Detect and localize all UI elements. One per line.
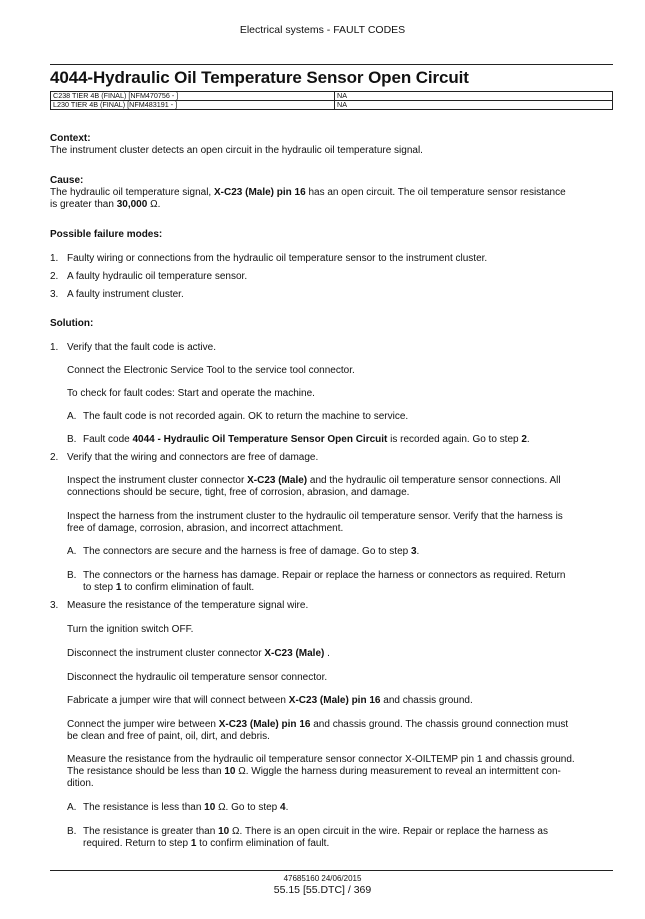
step-paragraph: dition. bbox=[67, 778, 94, 789]
header-rule bbox=[50, 64, 613, 65]
footer-rule bbox=[50, 870, 613, 871]
list-item: 3. A faulty instrument cluster. bbox=[50, 289, 184, 300]
document-body bbox=[50, 133, 613, 850]
step-paragraph: Measure the resistance from the hydraulic oil temperature sensor connector X-OILTEMP pin 1 and chassis ground. bbox=[67, 754, 575, 765]
model-cell: L230 TIER 4B (FINAL) [NFM483191 - ] bbox=[51, 101, 335, 110]
step-option: A. The resistance is less than 10 Ω. Go to step 4. bbox=[67, 802, 289, 813]
step-option-cont: required. Return to step 1 to confirm elimination of fault. bbox=[83, 838, 330, 849]
step-option: B. The connectors or the harness has damage. Repair or replace the harness or connectors as required. Return bbox=[67, 570, 566, 581]
table-row bbox=[51, 101, 613, 110]
failure-modes-heading: Possible failure modes: bbox=[50, 229, 163, 240]
step-paragraph: The resistance should be less than 10 Ω. Wiggle the harness during measurement to reveal an intermittent con- bbox=[67, 766, 561, 777]
step-option-cont: to step 1 to confirm elimination of fault. bbox=[83, 582, 255, 593]
step-paragraph: Inspect the harness from the instrument cluster to the hydraulic oil temperature sensor. Verify that the harness is bbox=[67, 511, 563, 522]
step-paragraph: Fabricate a jumper wire that will connect between X-C23 (Male) pin 16 and chassis ground. bbox=[67, 695, 473, 706]
page-title: 4044-Hydraulic Oil Temperature Sensor Open Circuit bbox=[50, 68, 469, 87]
footer-page-ref: 55.15 [55.DTC] / 369 bbox=[273, 884, 372, 896]
solution-heading: Solution: bbox=[50, 318, 94, 329]
running-head: Electrical systems - FAULT CODES bbox=[239, 24, 406, 36]
solution-step-1: 1. Verify that the fault code is active. bbox=[50, 342, 216, 353]
step-option: B. The resistance is greater than 10 Ω. There is an open circuit in the wire. Repair or replace the harness as bbox=[67, 826, 548, 837]
step-option: A. The fault code is not recorded again. OK to return the machine to service. bbox=[67, 411, 409, 422]
step-paragraph: To check for fault codes: Start and operate the machine. bbox=[67, 388, 315, 399]
step-paragraph: free of damage, corrosion, abrasion, and incorrect attachment. bbox=[67, 523, 344, 534]
list-item: 2. A faulty hydraulic oil temperature sensor. bbox=[50, 271, 248, 282]
step-paragraph: be clean and free of paint, oil, dirt, and debris. bbox=[67, 731, 270, 742]
solution-step-2: 2. Verify that the wiring and connectors are free of damage. bbox=[50, 452, 319, 463]
context-text: The instrument cluster detects an open circuit in the hydraulic oil temperature signal. bbox=[50, 145, 423, 156]
step-paragraph: connections should be secure, tight, free of corrosion, abrasion, and damage. bbox=[67, 487, 410, 498]
list-item: 1. Faulty wiring or connections from the hydraulic oil temperature sensor to the instrument cluster. bbox=[50, 253, 488, 264]
value-cell: NA bbox=[335, 92, 613, 101]
cause-heading: Cause: bbox=[50, 175, 84, 186]
step-paragraph: Disconnect the hydraulic oil temperature sensor connector. bbox=[67, 672, 328, 683]
step-paragraph: Disconnect the instrument cluster connector X-C23 (Male) . bbox=[67, 648, 330, 659]
step-paragraph: Connect the jumper wire between X-C23 (Male) pin 16 and chassis ground. The chassis ground connection must bbox=[67, 719, 569, 730]
step-option: A. The connectors are secure and the harness is free of damage. Go to step 3. bbox=[67, 546, 420, 557]
cause-text: The hydraulic oil temperature signal, X-C23 (Male) pin 16 has an open circuit. The oil temperature sensor resistance bbox=[50, 187, 566, 198]
applicability-table bbox=[50, 91, 613, 110]
context-heading: Context: bbox=[50, 133, 91, 144]
cause-text-2: is greater than 30,000 Ω. bbox=[50, 199, 161, 210]
step-paragraph: Connect the Electronic Service Tool to the service tool connector. bbox=[67, 365, 355, 376]
step-paragraph: Inspect the instrument cluster connector X-C23 (Male) and the hydraulic oil temperature sensor connections. All bbox=[67, 475, 561, 486]
step-option: B. Fault code 4044 - Hydraulic Oil Temperature Sensor Open Circuit is recorded again. Go to step 2. bbox=[67, 434, 530, 445]
value-cell: NA bbox=[335, 101, 613, 110]
solution-step-3: 3. Measure the resistance of the temperature signal wire. bbox=[50, 600, 309, 611]
step-paragraph: Turn the ignition switch OFF. bbox=[67, 624, 194, 635]
footer-doc-ref: 47685160 24/06/2015 bbox=[283, 874, 362, 883]
model-cell: C238 TIER 4B (FINAL) [NFM470756 - ] bbox=[51, 92, 335, 101]
